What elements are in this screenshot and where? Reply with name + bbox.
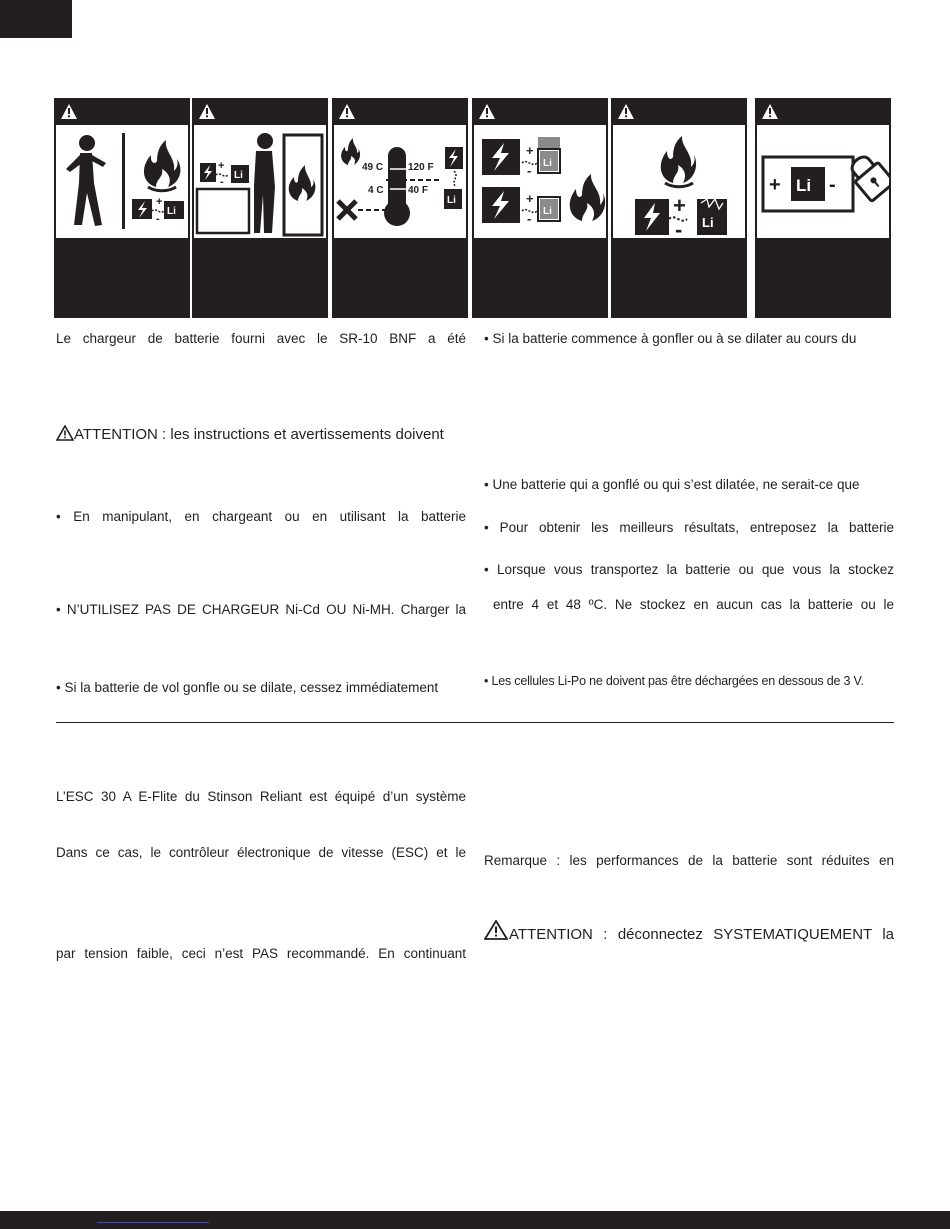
person-icon bbox=[254, 133, 275, 233]
bullet-swollen-battery: • Une batterie qui a gonflé ou qui s’est dilatée, ne serait-ce que bbox=[484, 477, 860, 492]
esc-paragraph: L’ESC 30 A E-Flite du Stinson Reliant est équipé d’un système bbox=[56, 789, 466, 804]
svg-text:Li: Li bbox=[447, 195, 456, 206]
battery-note: Remarque : les performances de la batterie sont réduites en bbox=[484, 853, 894, 868]
svg-text:Li: Li bbox=[543, 158, 552, 169]
supervise-card bbox=[192, 98, 328, 318]
section-divider bbox=[56, 722, 894, 723]
low-voltage-paragraph: par tension faible, ceci n’est PAS recommandé. En continuant bbox=[56, 946, 466, 961]
svg-text:120 F: 120 F bbox=[408, 162, 434, 173]
svg-text:+: + bbox=[156, 196, 163, 208]
fire-icon bbox=[289, 165, 316, 201]
bullet-handling: • En manipulant, en chargeant ou en utilisant la batterie bbox=[56, 509, 466, 524]
svg-text:4 C: 4 C bbox=[368, 185, 384, 196]
warning-icon bbox=[484, 920, 508, 940]
card-header bbox=[54, 98, 190, 125]
bullet-transport-line1: • Lorsque vous transportez la batterie ou que vous la stockez bbox=[484, 562, 894, 577]
lightning-icon bbox=[482, 187, 520, 223]
bullet-lipo-discharge: • Les cellules Li-Po ne doivent pas être déchargées en dessous de 3 V. bbox=[484, 674, 864, 688]
footer-bar bbox=[0, 1211, 950, 1229]
card-pictogram bbox=[56, 125, 188, 238]
svg-text:+: + bbox=[526, 143, 534, 158]
cross-icon bbox=[338, 201, 356, 219]
warning-icon bbox=[199, 104, 215, 119]
fire-icon bbox=[570, 174, 605, 221]
thermometer-icon bbox=[384, 200, 410, 226]
lightning-icon bbox=[200, 163, 216, 182]
lipo-battery-icon bbox=[231, 165, 249, 183]
fire-icon bbox=[661, 136, 696, 183]
corner-tab bbox=[0, 0, 72, 38]
lipo-battery-icon bbox=[444, 189, 462, 209]
card-pictogram bbox=[613, 125, 745, 238]
lightning-icon bbox=[635, 199, 669, 235]
card-pictogram bbox=[757, 125, 889, 238]
svg-text:Li: Li bbox=[167, 206, 176, 217]
lipo-battery-icon bbox=[697, 199, 727, 235]
svg-text:40 F: 40 F bbox=[408, 185, 429, 196]
temperature-card bbox=[332, 98, 468, 318]
fire-icon bbox=[144, 140, 181, 187]
warning-icon bbox=[618, 104, 634, 119]
svg-text:-: - bbox=[220, 176, 224, 188]
lipo-battery-icon bbox=[538, 137, 560, 173]
bullet-transport-line2: entre 4 et 48 ºC. Ne stockez en aucun cas la batterie ou le bbox=[493, 597, 894, 612]
svg-text:-: - bbox=[829, 174, 836, 196]
footer-link-underline[interactable] bbox=[97, 1222, 209, 1223]
card-header bbox=[192, 98, 328, 125]
attention-heading-left bbox=[56, 425, 466, 444]
puncture-card bbox=[611, 98, 747, 318]
lipo-battery-icon bbox=[538, 197, 560, 221]
svg-text:Li: Li bbox=[543, 206, 552, 217]
svg-text:+: + bbox=[218, 160, 225, 172]
warning-icon bbox=[762, 104, 778, 119]
svg-text:Li: Li bbox=[234, 170, 243, 181]
bullet-storage: • Pour obtenir les meilleurs résultats, entreposez la batterie bbox=[484, 520, 894, 535]
card-pictogram bbox=[474, 125, 606, 238]
svg-text:+: + bbox=[769, 174, 781, 196]
svg-text:-: - bbox=[156, 213, 160, 225]
svg-text:49 C: 49 C bbox=[362, 162, 384, 173]
card-header bbox=[755, 98, 891, 125]
person-walking-icon bbox=[66, 135, 106, 226]
card-pictogram bbox=[334, 125, 466, 238]
warning-icon bbox=[61, 104, 77, 119]
charger-paragraph: Le chargeur de batterie fourni avec le SR-10 BNF a été bbox=[56, 331, 466, 346]
fire-icon bbox=[341, 138, 360, 165]
bullet-no-nicd-charger: • N’UTILISEZ PAS DE CHARGEUR Ni-Cd OU Ni-MH. Charger la bbox=[56, 602, 466, 617]
svg-text:+: + bbox=[526, 191, 534, 206]
svg-text:-: - bbox=[527, 163, 532, 178]
bullet-swelling-stop: • Si la batterie de vol gonfle ou se dilate, cessez immédiatement bbox=[56, 680, 439, 695]
attention-text-right: ATTENTION : déconnectez SYSTEMATIQUEMENT la bbox=[509, 926, 894, 943]
svg-text:Li: Li bbox=[702, 215, 714, 230]
attention-text-left: ATTENTION : les instructions et avertissements doivent bbox=[74, 426, 444, 443]
lipo-battery-icon bbox=[164, 201, 184, 219]
warning-icon bbox=[56, 425, 74, 441]
walk-away-card bbox=[54, 98, 190, 318]
attention-heading-right bbox=[484, 920, 894, 944]
card-header bbox=[332, 98, 468, 125]
warning-icon bbox=[339, 104, 355, 119]
card-header bbox=[472, 98, 608, 125]
bullet-swelling-charge: • Si la batterie commence à gonfler ou à se dilater au cours du bbox=[484, 331, 857, 346]
card-pictogram bbox=[194, 125, 326, 238]
svg-text:+: + bbox=[673, 193, 686, 218]
esc-cutoff-paragraph: Dans ce cas, le contrôleur électronique de vitesse (ESC) et le bbox=[56, 845, 466, 860]
svg-text:-: - bbox=[675, 217, 683, 238]
lightning-icon bbox=[445, 147, 463, 169]
damaged-battery-card bbox=[472, 98, 608, 318]
card-header bbox=[611, 98, 747, 125]
lightning-icon bbox=[132, 199, 152, 219]
svg-text:-: - bbox=[527, 211, 532, 226]
warning-icon bbox=[479, 104, 495, 119]
locked-battery-card bbox=[755, 98, 891, 318]
svg-text:Li: Li bbox=[796, 176, 812, 195]
lipo-battery-icon bbox=[791, 167, 825, 201]
lightning-icon bbox=[482, 139, 520, 175]
